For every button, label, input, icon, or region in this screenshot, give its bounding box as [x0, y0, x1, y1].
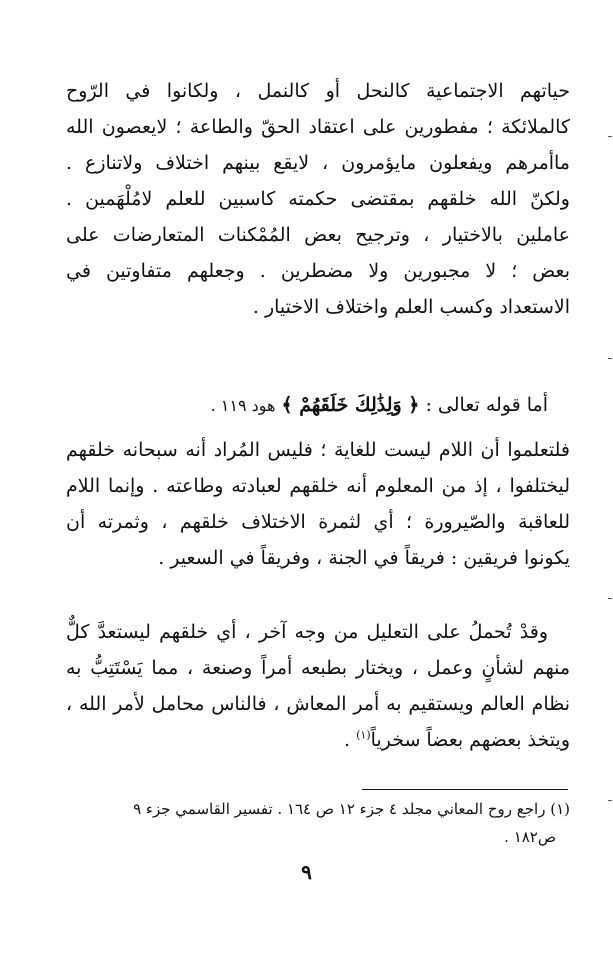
margin-mark [608, 358, 612, 359]
text-line: نظام العالم ويستقيم به أمر المعاش ، فالناس محامل لأمر الله ، [66, 693, 570, 715]
text-line: ولكنّ الله خلقهم بمقتضى حكمته كاسبين للعلم لامُلْهَمين . [66, 188, 570, 210]
text-line: عاملين بالاختيار ، وترجيح بعض المُمْكنات المتعارضات على [66, 224, 570, 246]
text-line: وقدْ تُحملُ على التعليل من وجه آخر ، أي خلقهم ليستعدَّ كلٌّ [66, 621, 548, 643]
verse-line-content [66, 387, 548, 423]
margin-mark [608, 598, 612, 599]
text-line: فلتعلموا أن اللام ليست للغاية ؛ فليس المُراد أنه سبحانه خلقهم [66, 439, 570, 461]
paragraph-3 [66, 614, 570, 758]
paragraph-1 [66, 73, 570, 325]
text-line: ماأمرهم ويفعلون مايؤمرون ، لايقع بينهم اختلاف ولاتنازع . [66, 152, 570, 174]
verse-reference: هود ١١٩ . [210, 396, 276, 415]
text-line: ويتخذ بعضهم بعضاً سخرياً [370, 729, 570, 751]
verse-intro: أما قوله تعالى : [425, 394, 548, 416]
text-line: حياتهم الاجتماعية كالنحل أو كالنمل ، ولكانوا في الرّوح [66, 80, 570, 102]
footnote-line: (١) راجع روح المعاني مجلد ٤ جزء ١٢ ص ١٦٤ . تفسير القاسمي جزء ٩ [133, 800, 570, 818]
text-line: منهم لشأنٍ وعمل ، ويختار بطبعه أمراً وصنعة ، مما يَسْتَتِبُّ به [66, 657, 570, 679]
line-end-punctuation: . [344, 729, 357, 751]
text-line: كالملائكة ؛ مفطورين على اعتقاد الحقّ والطاعة ؛ لايعصون الله [66, 116, 570, 138]
text-line: يكونوا فريقين : فريقاً في الجنة ، وفريقاً في السعير . [158, 547, 570, 569]
margin-mark [608, 800, 612, 801]
footnote-divider [362, 789, 568, 790]
margin-mark [608, 136, 612, 137]
text-line: الاستعداد وكسب العلم واختلاف الاختيار . [252, 296, 570, 318]
text-line-last [66, 722, 570, 758]
text-line: ليختلفوا ، إذ من المعلوم أنه خلقهم لعبادته وطاعته . وإنما اللام [66, 475, 570, 497]
footnote-line: ص١٨٢ . [504, 828, 556, 846]
text-line: للعاقبة والصّيرورة ؛ أي لثمرة الاختلاف خلقهم ، وثمرته أن [66, 511, 570, 533]
verse-line [66, 387, 570, 423]
footnote-marker[interactable]: (١) [356, 728, 371, 742]
page-number: ٩ [301, 860, 312, 884]
paragraph-2 [66, 432, 570, 576]
text-line: بعض ؛ لا مجبورين ولا مضطرين . وجعلهم متفاوتين في [66, 260, 570, 282]
footnotes [56, 795, 570, 851]
quran-verse: ﴿ وَلِذَٰلِكَ خَلَقَهُمْ ﴾ [281, 394, 420, 416]
